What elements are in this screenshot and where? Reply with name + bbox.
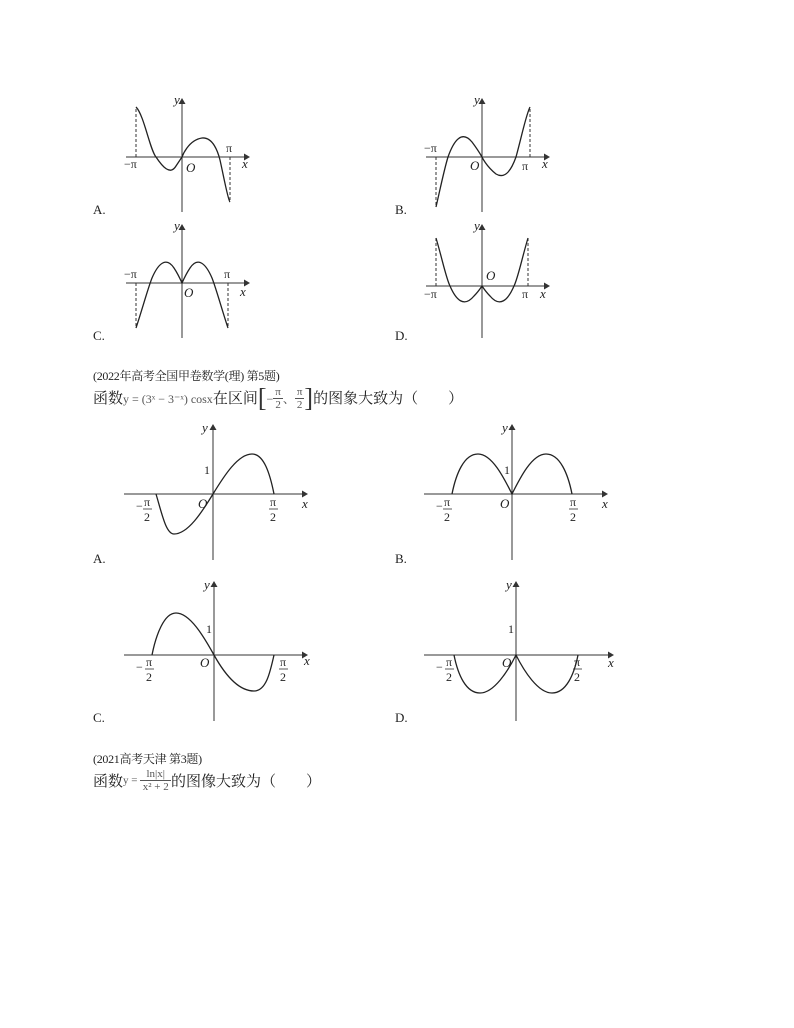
origin-label: O [198,496,208,511]
pos-pi-label: π [224,267,231,281]
p2-graph-a[interactable] [118,418,318,563]
problem3-source: (2021高考天津 第3题) [93,752,202,766]
y-label: y [174,218,180,233]
p1-option-b[interactable]: B. [395,202,407,217]
curve [152,613,274,691]
neg-pi: π [146,655,153,669]
frac-numerator: π [275,386,281,398]
x-label: x [608,655,614,670]
stem-prefix: 函数 [93,772,124,790]
origin-label: O [502,655,512,670]
p2-option-c[interactable]: C. [93,710,105,725]
p2-graph-b[interactable] [418,418,618,563]
y-label: y [502,420,508,435]
origin-label: O [186,160,196,175]
stem-suffix: 的图像大致为（ ） [170,772,321,790]
pos-two: 2 [270,510,276,524]
interval-open-bracket: [ [257,383,267,413]
pos-pi-label: π [522,287,529,301]
curve [136,107,233,202]
y-label: y [174,92,180,107]
p2-graph-c[interactable] [118,575,318,725]
neg-pi-label: −π [424,141,437,155]
p2-option-d[interactable]: D. [395,710,408,725]
frac-numerator: ln|x| [140,768,170,781]
function-fraction [140,768,170,793]
pos-two: 2 [570,510,576,524]
interval-close-bracket: ] [304,383,314,413]
neg-minus: − [136,660,143,674]
y-axis-arrow [210,424,217,430]
frac-denominator: 2 [296,399,303,411]
x-label: x [242,156,248,171]
one-label: 1 [508,622,514,636]
one-label: 1 [206,622,212,636]
p1-option-a[interactable]: A. [93,202,106,217]
p1-option-c[interactable]: C. [93,328,105,343]
y-equals: y = [123,774,138,787]
one-label: 1 [504,463,510,477]
x-label: x [602,496,608,511]
stem-mid: 在区间 [212,389,258,407]
frac-numerator: π [296,386,303,398]
interval-right-fraction [295,386,305,411]
neg-two: 2 [146,670,152,684]
pos-pi: π [270,495,277,509]
stem-suffix: 的图象大致为（ ） [313,389,464,407]
problem2-stem [93,383,464,413]
neg-two: 2 [444,510,450,524]
pos-pi-label: π [522,159,529,173]
y-label: y [202,420,208,435]
p1-option-d[interactable]: D. [395,328,408,343]
p2-graph-d[interactable] [418,575,618,725]
interval-separator: 、 [282,392,295,406]
y-label: y [474,92,480,107]
p1-graph-c[interactable] [118,218,258,343]
y-label: y [506,577,512,592]
problem2-source: (2022年高考全国甲卷数学(理) 第5题) [93,369,280,383]
frac-denominator: 2 [275,399,281,411]
origin-label: O [500,496,510,511]
pos-two: 2 [280,670,286,684]
origin-label: O [470,158,480,173]
neg-minus: − [436,660,443,674]
neg-two: 2 [144,510,150,524]
x-label: x [302,496,308,511]
y-label: y [474,218,480,233]
neg-pi: π [144,495,151,509]
pos-pi: π [574,655,581,669]
x-label: x [540,286,546,301]
neg-pi: π [444,495,451,509]
origin-label: O [184,285,194,300]
x-label: x [304,653,310,668]
origin-label: O [486,268,496,283]
problem3-stem [93,768,321,793]
one-label: 1 [204,463,210,477]
pos-pi: π [280,655,287,669]
p2-option-b[interactable]: B. [395,551,407,566]
x-label: x [542,156,548,171]
neg-pi-label: −π [124,267,137,281]
p1-graph-a[interactable] [118,90,258,215]
y-axis-arrow [513,581,520,587]
pos-pi-label: π [226,141,233,155]
y-axis-arrow [509,424,516,430]
function-formula: y = (3ˣ − 3⁻ˣ) cosx [123,392,213,406]
neg-two: 2 [446,670,452,684]
p2-option-a[interactable]: A. [93,551,106,566]
neg-pi-label: −π [124,157,137,171]
pos-two: 2 [574,670,580,684]
neg-pi-label: −π [424,287,437,301]
y-axis-arrow [211,581,218,587]
neg-minus: − [436,499,443,513]
x-label: x [240,284,246,299]
p1-graph-d[interactable] [418,218,558,343]
neg-pi: π [446,655,453,669]
interval-left-fraction [273,386,283,411]
neg-minus: − [136,499,143,513]
interval-left-sign: − [266,392,274,406]
p1-graph-b[interactable] [418,90,558,215]
pos-pi: π [570,495,577,509]
y-label: y [204,577,210,592]
origin-label: O [200,655,210,670]
frac-denominator: x² + 2 [142,781,169,793]
stem-prefix: 函数 [93,389,124,407]
